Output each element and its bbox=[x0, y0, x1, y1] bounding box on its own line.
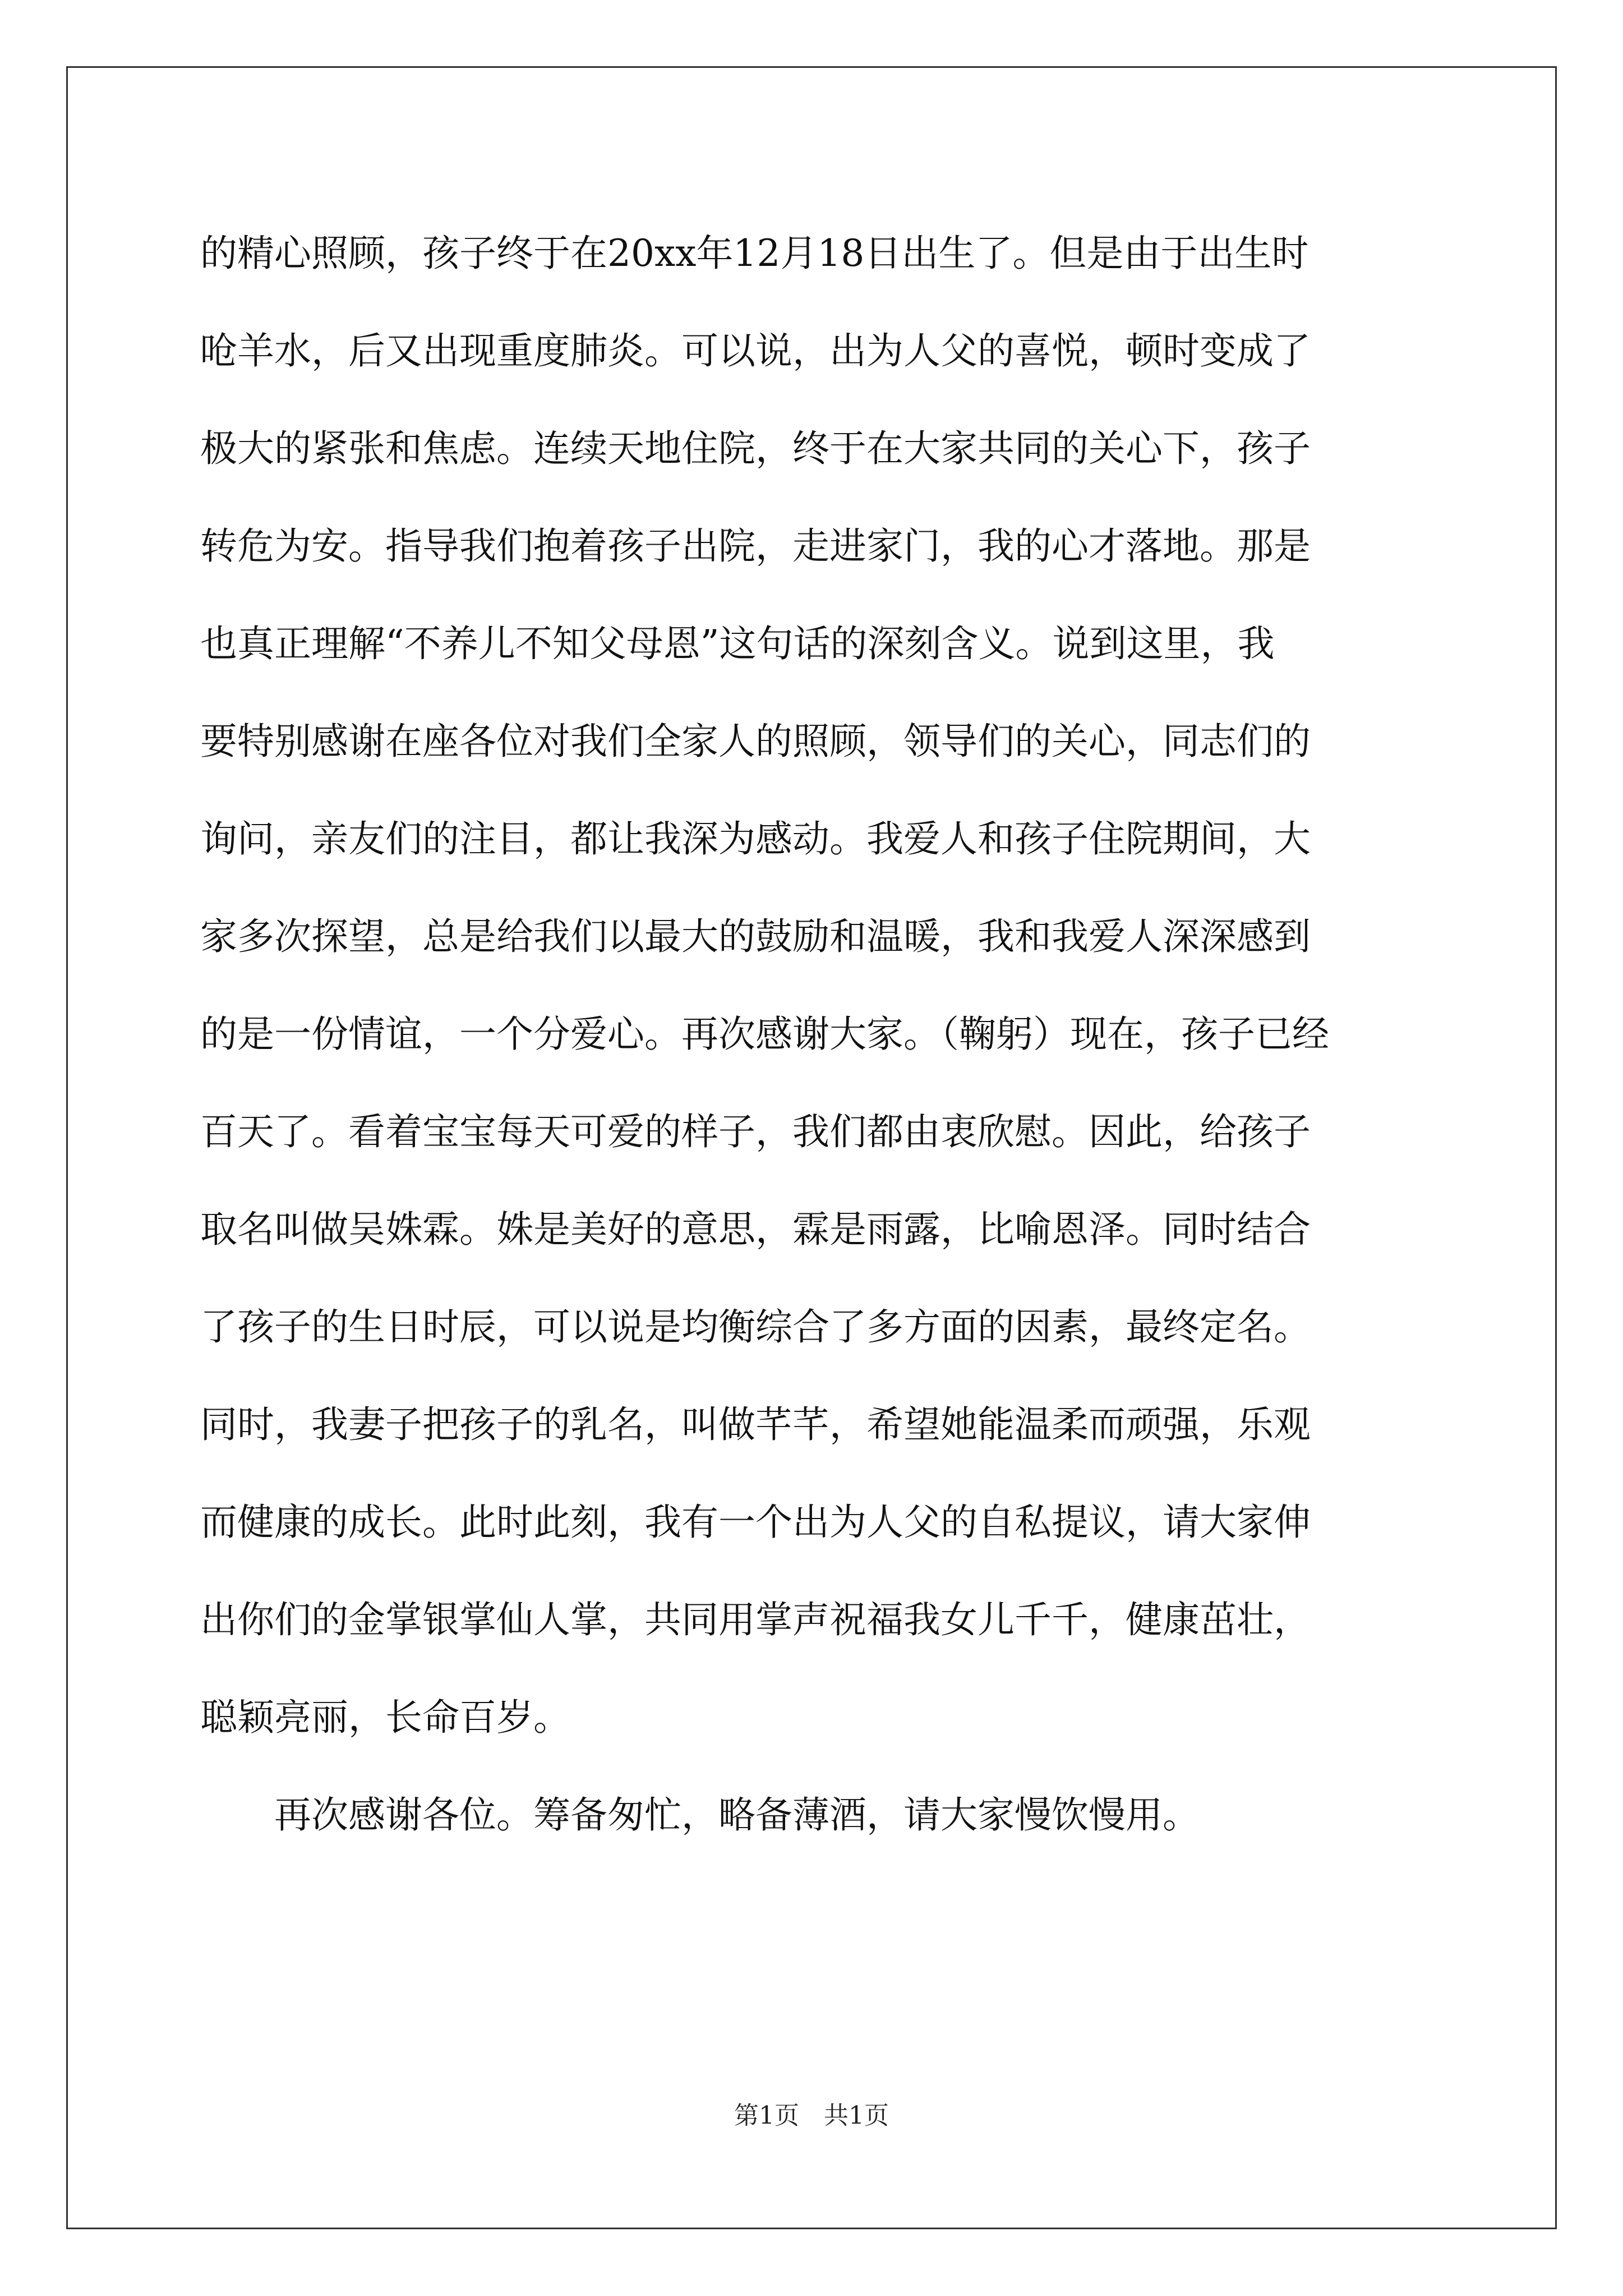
closing-paragraph: 再次感谢各位。筹备匆忙，略备薄酒，请大家慢饮慢用。 bbox=[274, 1793, 1200, 1837]
text-line: 了孩子的生日时辰，可以说是均衡综合了多方面的因素，最终定名。 bbox=[200, 1305, 1311, 1349]
text-line: 转危为安。指导我们抱着孩子出院，走进家门，我的心才落地。那是 bbox=[200, 524, 1311, 568]
text-line: 询问，亲友们的注目，都让我深为感动。我爱人和孩子住院期间，大 bbox=[200, 817, 1311, 861]
text-line: 百天了。看着宝宝每天可爱的样子，我们都由衷欣慰。因此，给孩子 bbox=[200, 1110, 1311, 1153]
text-line: 极大的紧张和焦虑。连续天地住院，终于在大家共同的关心下，孩子 bbox=[200, 427, 1311, 470]
text-line: 而健康的成长。此时此刻，我有一个出为人父的自私提议，请大家伸 bbox=[200, 1501, 1311, 1544]
text-line: 也真正理解“不养儿不知父母恩”这句话的深刻含义。说到这里，我 bbox=[200, 622, 1275, 665]
text-line: 同时，我妻子把孩子的乳名，叫做芊芊，希望她能温柔而顽强，乐观 bbox=[200, 1403, 1311, 1446]
text-line: 出你们的金掌银掌仙人掌，共同用掌声祝福我女儿千千，健康茁壮， bbox=[200, 1598, 1311, 1641]
text-line: 取名叫做吴姝霖。姝是美好的意思，霖是雨露，比喻恩泽。同时结合 bbox=[200, 1208, 1311, 1251]
text-line: 的是一份情谊，一个分爱心。再次感谢大家。（鞠躬）现在，孩子已经 bbox=[200, 1013, 1329, 1056]
document-body bbox=[200, 220, 1431, 1879]
text-line: 的精心照顾，孩子终于在20xx年12月18日出生了。但是由于出生时 bbox=[200, 232, 1309, 275]
text-line: 呛羊水，后又出现重度肺炎。可以说，出为人父的喜悦，顿时变成了 bbox=[200, 329, 1311, 372]
text-line: 要特别感谢在座各位对我们全家人的照顾，领导们的关心，同志们的 bbox=[200, 720, 1311, 763]
text-line: 家多次探望，总是给我们以最大的鼓励和温暖，我和我爱人深深感到 bbox=[200, 915, 1311, 958]
page-footer: 第1页 共1页 bbox=[734, 2101, 889, 2130]
text-line: 聪颖亮丽，长命百岁。 bbox=[200, 1696, 570, 1739]
